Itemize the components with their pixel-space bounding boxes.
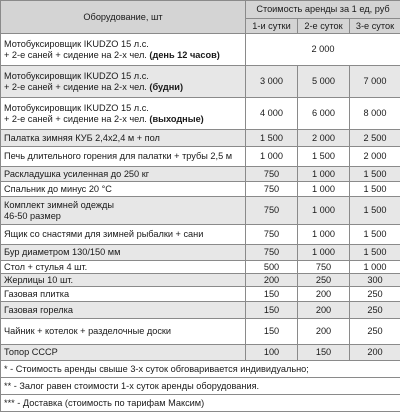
footnote: *** - Доставка (стоимость по тарифам Максим) xyxy=(1,395,400,412)
table-row xyxy=(1,197,400,225)
table-row xyxy=(1,182,400,197)
price-cell: 2 000 xyxy=(246,34,400,66)
table-row xyxy=(1,167,400,182)
equipment-cell: Топор СССР xyxy=(1,345,246,361)
price-cell: 150 xyxy=(298,345,350,361)
equipment-cell: Стол + стулья 4 шт. xyxy=(1,261,246,274)
equipment-cell: Печь длительного горения для палатки + трубы 2,5 м xyxy=(1,147,246,167)
footnote: ** - Залог равен стоимости 1-х суток аренды оборудования. xyxy=(1,378,400,395)
price-cell: 1 000 xyxy=(350,261,400,274)
table-row xyxy=(1,245,400,261)
table-row xyxy=(1,287,400,302)
table-row xyxy=(1,274,400,287)
equipment-cell: Раскладушка усиленная до 250 кг xyxy=(1,167,246,182)
price-cell: 1 500 xyxy=(350,182,400,197)
price-cell: 150 xyxy=(246,302,298,319)
note-row xyxy=(1,361,400,378)
price-header: Стоимость аренды за 1 ед, руб xyxy=(246,1,400,19)
equipment-cell: Мотобуксировщик IKUDZO 15 л.с. + 2-е саней + сидение на 2-х чел. (будни) xyxy=(1,66,246,98)
equipment-cell: Газовая плитка xyxy=(1,287,246,302)
price-cell: 200 xyxy=(298,287,350,302)
day2-header: 2-е суток xyxy=(298,19,350,34)
price-cell: 250 xyxy=(298,274,350,287)
equipment-cell: Мотобуксировщик IKUDZO 15 л.с. + 2-е саней + сидение на 2-х чел. (день 12 часов) xyxy=(1,34,246,66)
price-cell: 750 xyxy=(246,182,298,197)
price-cell: 2 000 xyxy=(298,130,350,147)
price-cell: 1 000 xyxy=(298,225,350,245)
price-cell: 1 000 xyxy=(298,197,350,225)
footnote: * - Стоимость аренды свыше 3-х суток обговаривается индивидуально; xyxy=(1,361,400,378)
equipment-cell: Жерлицы 10 шт. xyxy=(1,274,246,287)
table-row xyxy=(1,147,400,167)
price-cell: 1 500 xyxy=(350,167,400,182)
price-cell: 750 xyxy=(246,167,298,182)
price-cell: 7 000 xyxy=(350,66,400,98)
price-cell: 200 xyxy=(298,319,350,345)
price-cell: 3 000 xyxy=(246,66,298,98)
equipment-cell: Бур диаметром 130/150 мм xyxy=(1,245,246,261)
price-cell: 750 xyxy=(246,225,298,245)
price-cell: 150 xyxy=(246,319,298,345)
table-row xyxy=(1,130,400,147)
equipment-cell: Газовая горелка xyxy=(1,302,246,319)
table-row xyxy=(1,34,400,66)
price-cell: 1 500 xyxy=(246,130,298,147)
equipment-cell: Комплект зимней одежды 46-50 размер xyxy=(1,197,246,225)
price-cell: 1 000 xyxy=(298,245,350,261)
price-cell: 200 xyxy=(298,302,350,319)
table-row xyxy=(1,66,400,98)
price-cell: 200 xyxy=(350,345,400,361)
day1-header: 1-и сутки xyxy=(246,19,298,34)
table-row xyxy=(1,98,400,130)
price-cell: 4 000 xyxy=(246,98,298,130)
note-row xyxy=(1,378,400,395)
price-cell: 1 000 xyxy=(298,182,350,197)
price-cell: 2 000 xyxy=(350,147,400,167)
equipment-cell: Мотобуксировщик IKUDZO 15 л.с. + 2-е саней + сидение на 2-х чел. (выходные) xyxy=(1,98,246,130)
table-row xyxy=(1,225,400,245)
equipment-cell: Ящик со снастями для зимней рыбалки + сани xyxy=(1,225,246,245)
table-row xyxy=(1,319,400,345)
price-cell: 300 xyxy=(350,274,400,287)
price-cell: 2 500 xyxy=(350,130,400,147)
equipment-cell: Палатка зимняя КУБ 2,4х2,4 м + пол xyxy=(1,130,246,147)
price-cell: 200 xyxy=(246,274,298,287)
price-cell: 250 xyxy=(350,319,400,345)
price-cell: 500 xyxy=(246,261,298,274)
price-cell: 150 xyxy=(246,287,298,302)
table-row xyxy=(1,302,400,319)
price-cell: 250 xyxy=(350,302,400,319)
price-cell: 1 000 xyxy=(298,167,350,182)
price-cell: 250 xyxy=(350,287,400,302)
note-row xyxy=(1,395,400,412)
price-cell: 1 500 xyxy=(350,245,400,261)
day3-header: 3-е суток xyxy=(350,19,400,34)
price-cell: 1 000 xyxy=(246,147,298,167)
table-row xyxy=(1,261,400,274)
equipment-cell: Чайник + котелок + разделочные доски xyxy=(1,319,246,345)
price-cell: 750 xyxy=(246,197,298,225)
price-cell: 8 000 xyxy=(350,98,400,130)
price-cell: 5 000 xyxy=(298,66,350,98)
price-cell: 750 xyxy=(298,261,350,274)
price-cell: 1 500 xyxy=(350,197,400,225)
equipment-header: Оборудование, шт xyxy=(1,1,246,34)
table-row xyxy=(1,345,400,361)
price-cell: 1 500 xyxy=(350,225,400,245)
price-cell: 750 xyxy=(246,245,298,261)
price-cell: 6 000 xyxy=(298,98,350,130)
price-cell: 1 500 xyxy=(298,147,350,167)
equipment-cell: Спальник до минус 20 °C xyxy=(1,182,246,197)
price-cell: 100 xyxy=(246,345,298,361)
